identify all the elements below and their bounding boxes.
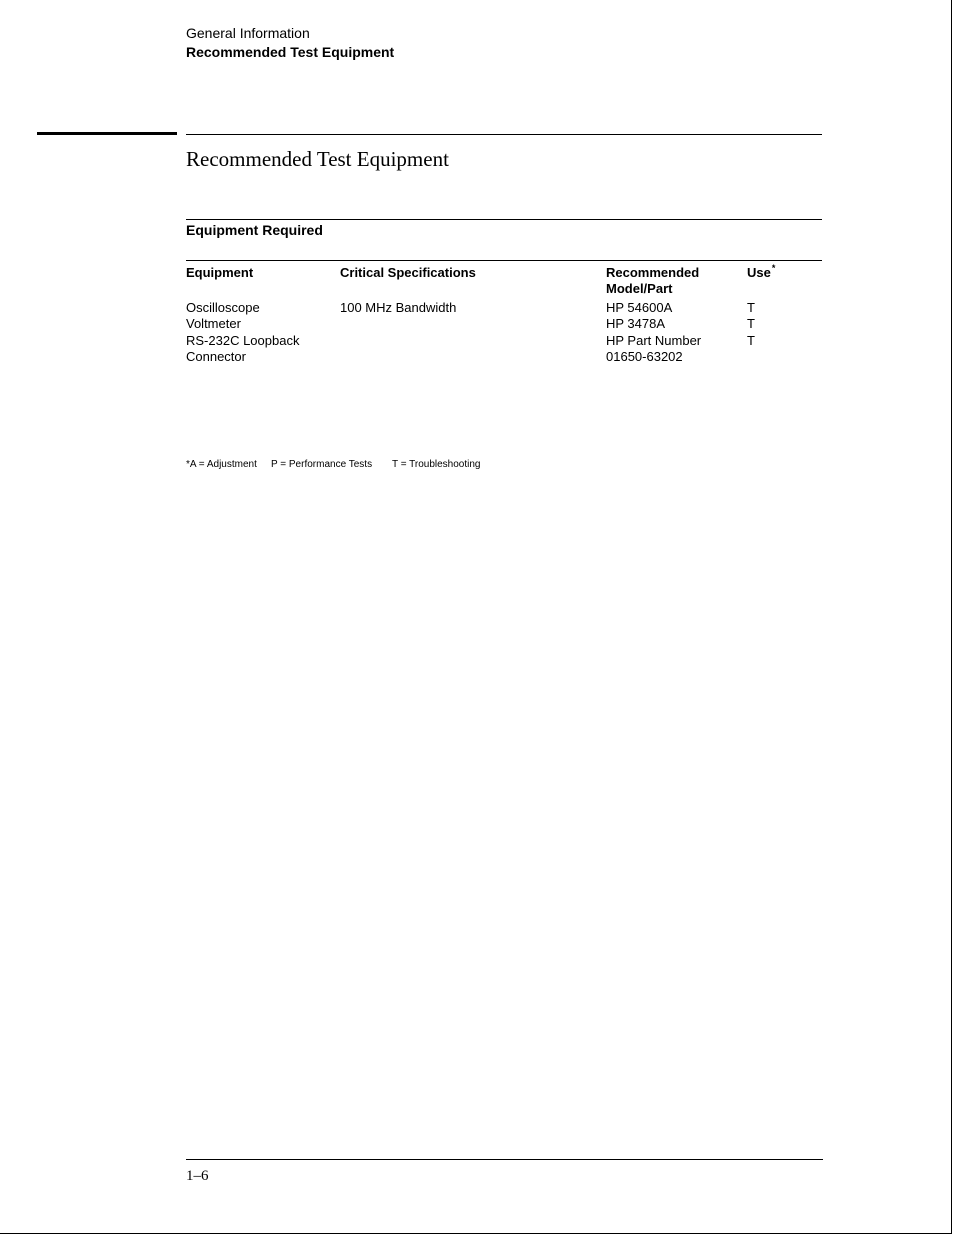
row-model-line2: 01650-63202 — [606, 349, 683, 364]
header-specs: Critical Specifications — [340, 265, 476, 280]
header-equipment: Equipment — [186, 265, 254, 280]
footer-rule — [186, 1159, 823, 1160]
row-equipment: Oscilloscope — [186, 300, 260, 315]
row-specs: 100 MHz Bandwidth — [340, 300, 457, 315]
section-title: Recommended Test Equipment — [186, 147, 449, 171]
row-equipment: Voltmeter — [186, 316, 241, 331]
running-head-chapter: General Information — [186, 25, 310, 41]
header-use — [747, 265, 775, 282]
page-number: 1–6 — [186, 1168, 209, 1184]
section-top-rule — [186, 134, 822, 135]
running-head-section: Recommended Test Equipment — [186, 44, 395, 60]
footnote-adjustment: *A = Adjustment — [186, 459, 257, 470]
section-marker-rule — [37, 132, 177, 135]
header-use-footnote-mark: * — [771, 263, 776, 273]
row-use: T — [747, 300, 755, 315]
row-model-line1: HP Part Number — [606, 333, 702, 348]
row-equipment-line1: RS-232C Loopback — [186, 333, 300, 348]
footnote-troubleshooting: T = Troubleshooting — [392, 459, 481, 470]
row-model: HP 3478A — [606, 316, 666, 331]
header-model-line1: Recommended — [606, 265, 700, 280]
running-head — [186, 24, 394, 62]
page-border-right — [951, 0, 952, 1234]
footnote-performance: P = Performance Tests — [271, 459, 373, 470]
row-use: T — [747, 333, 755, 348]
header-use-label: Use — [747, 265, 771, 280]
row-equipment — [186, 333, 299, 365]
header-model-line2: Model/Part — [606, 281, 673, 296]
header-model — [606, 265, 699, 297]
row-model — [606, 333, 701, 365]
table-top-rule — [186, 219, 822, 220]
table-header-rule — [186, 260, 822, 261]
table-title: Equipment Required — [186, 222, 323, 238]
page-border-bottom — [0, 1233, 952, 1234]
row-use: T — [747, 316, 755, 331]
row-model: HP 54600A — [606, 300, 673, 315]
row-equipment-line2: Connector — [186, 349, 246, 364]
